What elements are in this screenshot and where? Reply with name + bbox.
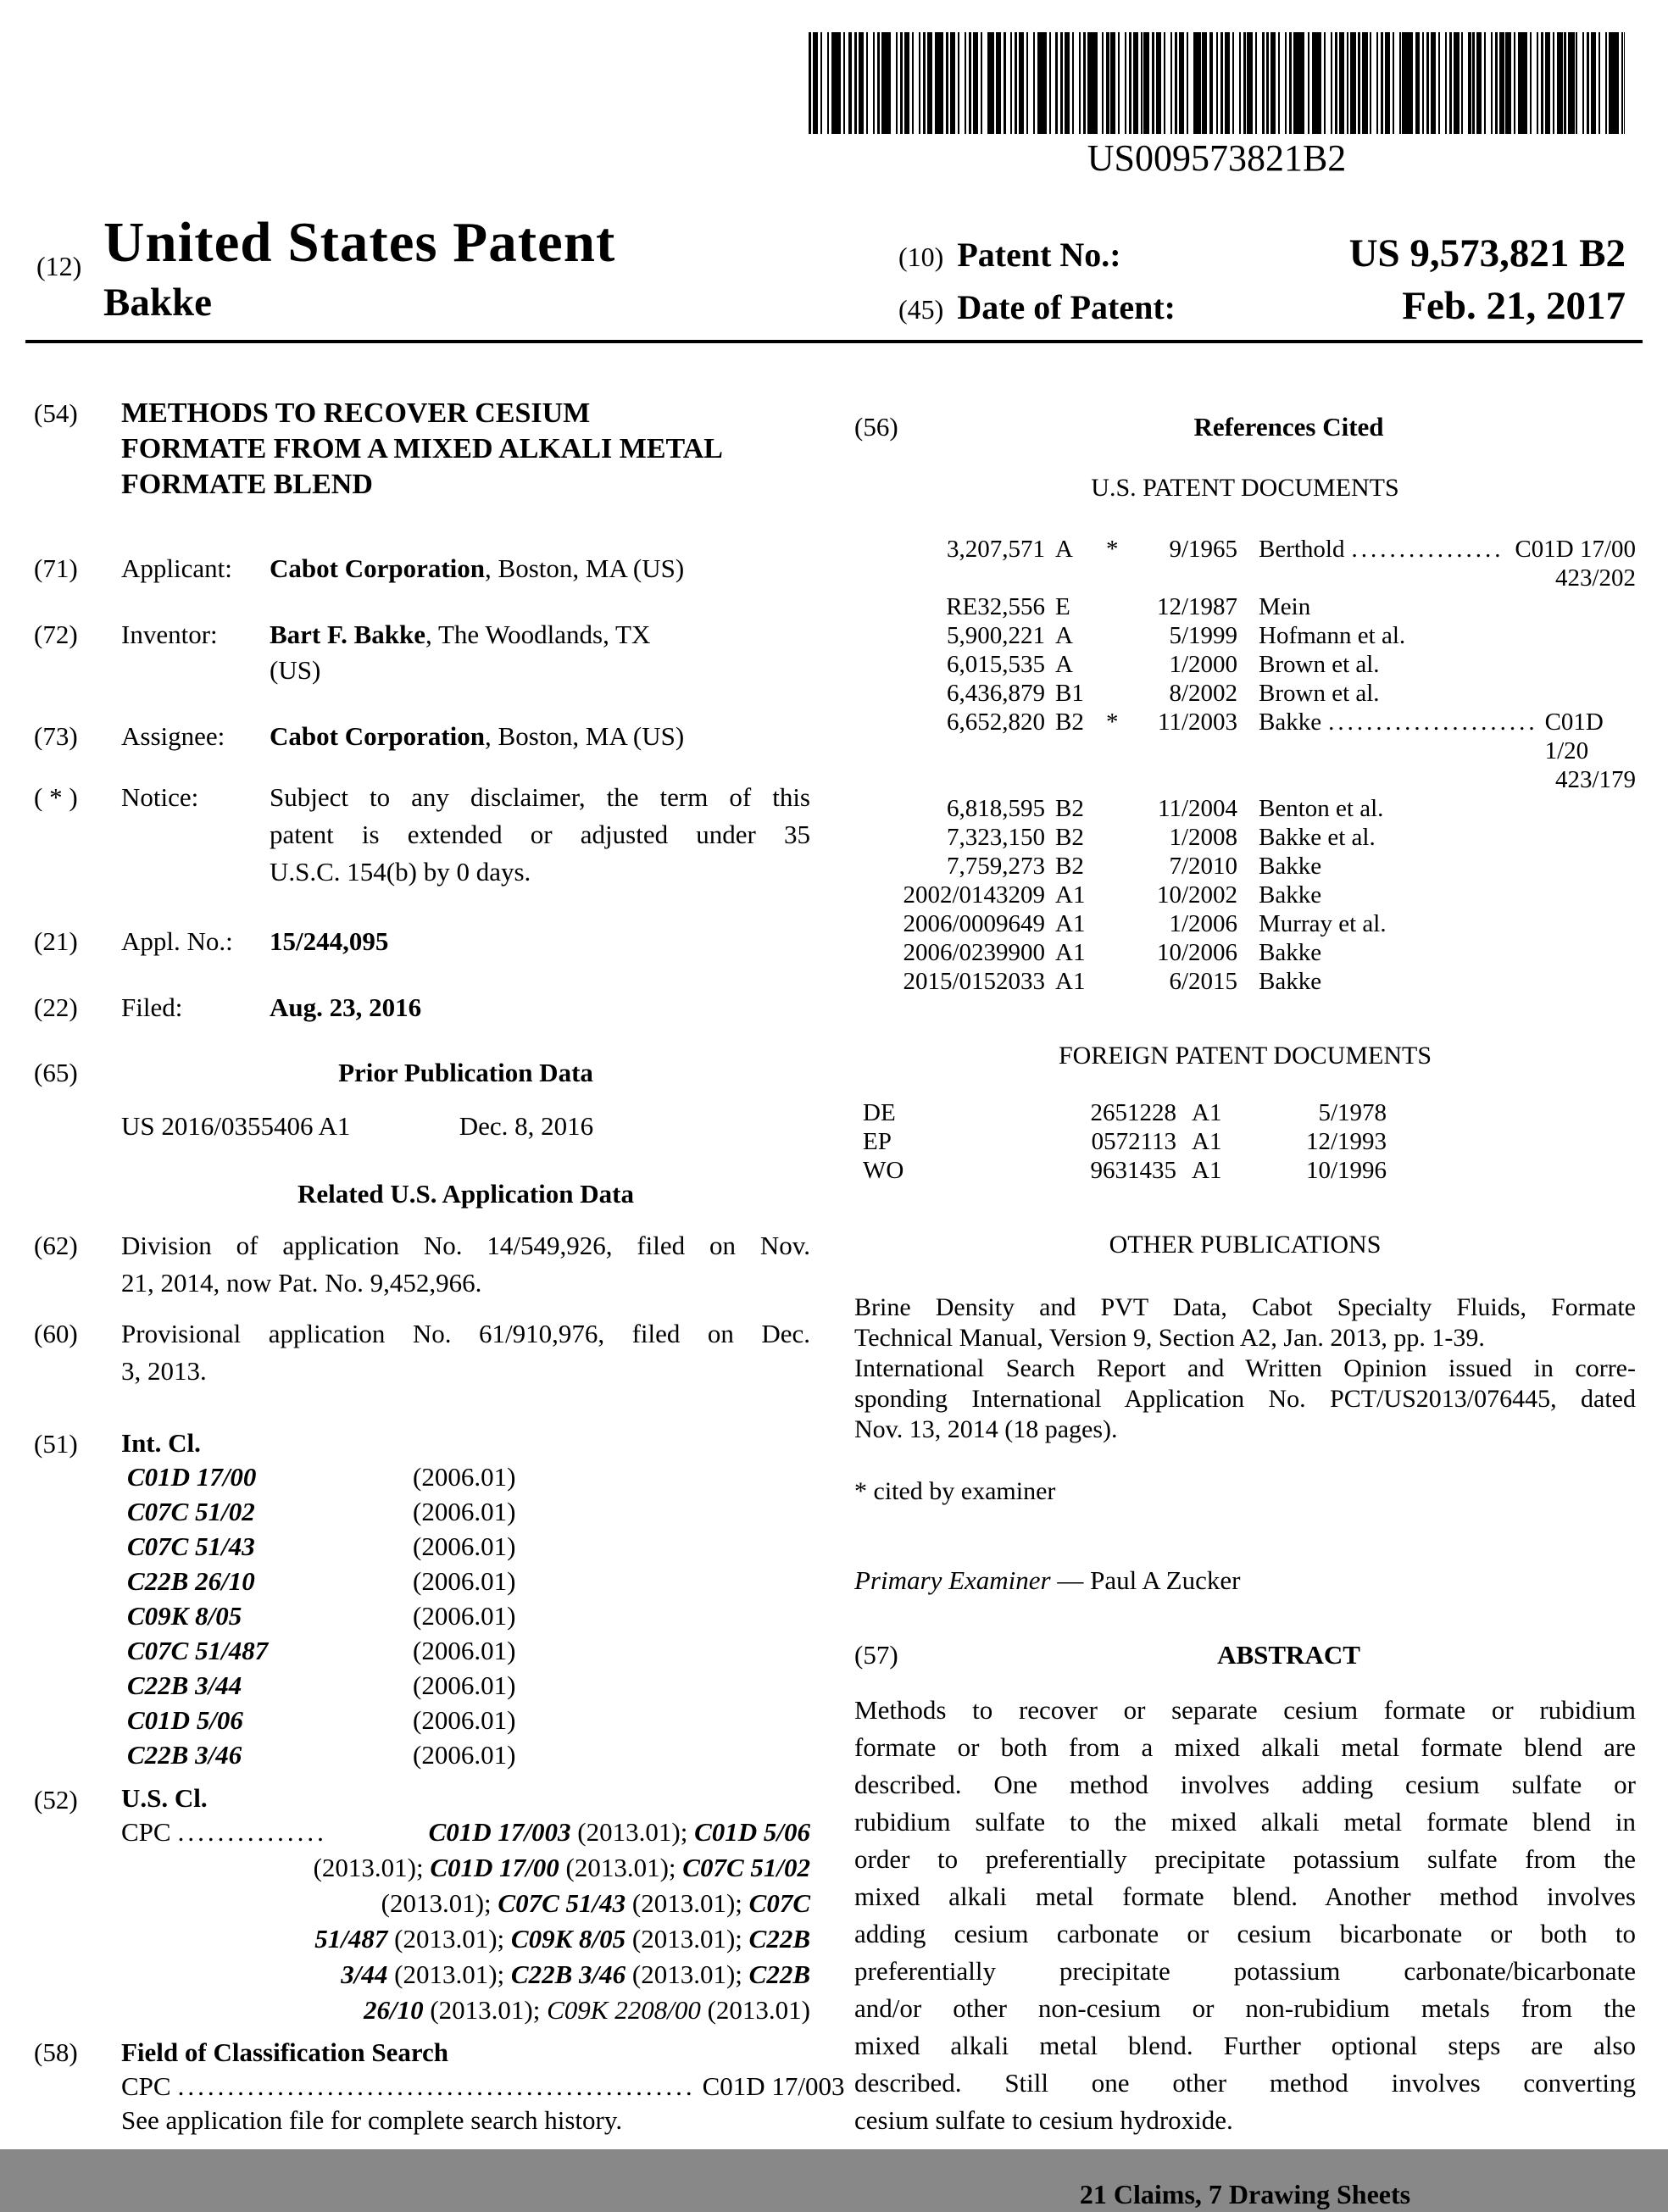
field-of-search-cpc: CPC .................................................... C01D 17/003 — [121, 2070, 810, 2104]
kind-code: B2 — [1055, 795, 1084, 822]
prior-publication-entry — [121, 1109, 810, 1144]
dot-leader: ...................... — [1328, 709, 1538, 736]
int-cl-list — [127, 1459, 810, 1772]
section-number: (72) — [34, 620, 78, 649]
text-line: Methods to recover or separate cesium formate or rubidium — [854, 1695, 1636, 1725]
code-12: (12) — [36, 251, 82, 281]
text-line: Nov. 13, 2014 (18 pages). — [854, 1415, 1118, 1443]
us-patent-row — [854, 621, 1636, 650]
text-line: Division of application No. 14/549,926, filed on Nov. — [121, 1231, 810, 1260]
patent-date-row — [898, 283, 1626, 336]
country-code: WO — [863, 1157, 904, 1184]
examiner-cited-star — [1106, 852, 1136, 881]
us-patent-row — [854, 592, 1636, 621]
int-cl-label: Int. Cl. — [121, 1428, 201, 1458]
text-line: rubidium sulfate to the mixed alkali metal formate blend in — [854, 1807, 1636, 1837]
examiner-cited-star: * — [1106, 709, 1119, 736]
kind-code: A1 — [1055, 910, 1086, 937]
text-line: Technical Manual, Version 9, Section A2, Jan. 2013, pp. 1-39. — [854, 1324, 1485, 1352]
examiner-cited-star — [1106, 650, 1136, 679]
kind-code: A1 — [1055, 881, 1086, 909]
int-cl-row — [127, 1633, 810, 1668]
section-number: (58) — [34, 2037, 78, 2067]
classification: C01D 1/20 — [1544, 709, 1604, 764]
patent-date: 10/2006 — [1156, 939, 1237, 966]
patent-date: 6/2015 — [1169, 968, 1237, 995]
primary-examiner-name: — Paul A Zucker — [1050, 1565, 1241, 1595]
country-code: DE — [863, 1099, 896, 1126]
notice-text — [270, 779, 810, 891]
kind-code: A — [1055, 622, 1073, 649]
document-date: 12/1993 — [1305, 1128, 1387, 1155]
foreign-patent-row — [854, 1156, 1636, 1185]
patentee-name-cell: Brown et al. — [1259, 651, 1380, 678]
assignee-value: Cabot Corporation, Boston, MA (US) — [270, 721, 685, 751]
patent-number: 7,759,273 — [947, 853, 1045, 880]
class-version: (2006.01) — [413, 1670, 516, 1700]
section-54-title — [34, 396, 810, 503]
kind-code: A — [1055, 651, 1073, 678]
class-version: (2006.01) — [413, 1740, 516, 1770]
patentee-name-cell: Brown et al. — [1259, 680, 1380, 707]
text-line: International Search Report and Written Opinion issued in corre- — [854, 1354, 1636, 1382]
first-inventor-surname: Bakke — [103, 281, 212, 325]
kind-code: A1 — [1055, 939, 1086, 966]
class-code: C22B 26/10 — [127, 1566, 255, 1596]
cpc-line: 3/44 (2013.01); C22B 3/46 (2013.01); C22B — [341, 1959, 810, 1989]
section-72-inventor — [34, 617, 810, 688]
text-line: METHODS TO RECOVER CESIUM — [121, 397, 591, 429]
patent-date: 9/1965 — [1169, 536, 1237, 563]
section-56-references — [854, 409, 1636, 445]
foreign-patent-documents-header: FOREIGN PATENT DOCUMENTS — [1058, 1042, 1432, 1070]
us-patent-row — [854, 650, 1636, 679]
inventor-label: Inventor: — [121, 620, 218, 649]
section-number: (52) — [34, 1785, 78, 1815]
filed-label: Filed: — [121, 992, 183, 1022]
us-patent-row — [854, 852, 1636, 881]
text-line: cesium sulfate to cesium hydroxide. — [854, 2105, 1233, 2135]
applicant-label: Applicant: — [121, 553, 232, 583]
notice-label: Notice: — [121, 782, 199, 812]
class-version: (2006.01) — [413, 1462, 516, 1492]
section-62-division — [34, 1227, 810, 1302]
cpc-classification — [121, 1815, 810, 2028]
int-cl-row — [127, 1459, 810, 1494]
class-version: (2006.01) — [413, 1497, 516, 1526]
patentee-name-cell: Bakke — [1259, 939, 1322, 966]
section-71-applicant — [34, 551, 810, 586]
filed-value: Aug. 23, 2016 — [270, 992, 422, 1022]
appl-no-label: Appl. No.: — [121, 926, 233, 956]
patent-date: 1/2000 — [1169, 651, 1237, 678]
patent-number: 2006/0239900 — [903, 939, 1045, 966]
cpc-line: CPC ............... C01D 17/003 (2013.01); C01D 5/06 — [121, 1815, 810, 1850]
class-code: C07C 51/487 — [127, 1636, 269, 1665]
us-patent-documents-table — [854, 535, 1636, 996]
text-line: mixed alkali metal blend. Further optional steps are also — [854, 2031, 1636, 2060]
text-line: adding cesium carbonate or cesium bicarbonate or both to — [854, 1919, 1636, 1948]
claims-drawing-sheets-note: 21 Claims, 7 Drawing Sheets — [1079, 2179, 1411, 2209]
int-cl-row — [127, 1598, 810, 1633]
us-patent-row — [854, 938, 1636, 967]
patentee-name-cell: Murray et al. — [1259, 910, 1387, 937]
patent-number: 2002/0143209 — [903, 881, 1045, 909]
section-65-prior-publication — [34, 1055, 810, 1144]
patent-number-label: Patent No.: — [957, 236, 1121, 274]
cpc-line: 51/487 (2013.01); C09K 8/05 (2013.01); C22B — [314, 1924, 810, 1954]
examiner-cited-star — [1106, 823, 1136, 852]
division-text — [121, 1227, 810, 1302]
text-line: preferentially precipitate potassium carbonate/bicarbonate — [854, 1956, 1636, 1986]
patent-number: 6,015,535 — [947, 651, 1045, 678]
patent-number: 6,436,879 — [947, 680, 1045, 707]
patent-date-value: Feb. 21, 2017 — [1402, 284, 1626, 328]
class-code: C01D 5/06 — [127, 1705, 243, 1735]
appl-no-value: 15/244,095 — [270, 926, 389, 956]
foreign-patent-row — [854, 1098, 1636, 1127]
other-publications — [854, 1292, 1636, 1445]
classification-continuation: 423/202 — [1554, 564, 1636, 592]
int-cl-row — [127, 1564, 810, 1598]
cpc-line: (2013.01); C01D 17/00 (2013.01); C07C 51/02 — [313, 1853, 810, 1882]
patent-date: 11/2004 — [1158, 795, 1237, 822]
section-60-provisional — [34, 1315, 810, 1390]
text-line: 21, 2014, now Pat. No. 9,452,966. — [121, 1268, 482, 1298]
section-notice — [34, 779, 810, 891]
patent-date: 11/2003 — [1158, 709, 1237, 736]
class-code: C07C 51/02 — [127, 1497, 255, 1526]
us-patent-row — [854, 967, 1636, 996]
us-patent-row — [854, 909, 1636, 938]
text-line: Subject to any disclaimer, the term of this — [270, 782, 810, 812]
document-date: 10/1996 — [1305, 1157, 1387, 1184]
kind-code: B2 — [1055, 853, 1084, 880]
patent-date: 10/2002 — [1156, 881, 1237, 909]
publication-date: Dec. 8, 2016 — [459, 1111, 594, 1141]
country-code: EP — [863, 1128, 892, 1155]
kind-code: A1 — [1192, 1099, 1222, 1126]
int-cl-row — [127, 1703, 810, 1737]
kind-code: A — [1055, 536, 1073, 563]
text-line: sponding International Application No. PCT/US2013/076445, dated — [854, 1385, 1636, 1413]
class-code: C01D 17/00 — [127, 1462, 257, 1492]
text-line: order to preferentially precipitate potassium sulfate from the — [854, 1844, 1636, 1874]
header-divider — [25, 340, 1643, 343]
class-version: (2006.01) — [413, 1531, 516, 1561]
right-column — [854, 409, 1636, 2212]
kind-code: B1 — [1055, 680, 1084, 707]
text-line: Provisional application No. 61/910,976, filed on Dec. — [121, 1319, 810, 1348]
section-51-int-cl — [34, 1426, 810, 1772]
patentee-name-cell: Bakke — [1259, 968, 1322, 995]
patentee-name-cell: Mein — [1259, 593, 1311, 620]
patent-number: 3,207,571 — [947, 536, 1045, 563]
patentee-name-cell: Bakke et al. — [1259, 824, 1376, 851]
barcode-number: US009573821B2 — [1087, 137, 1347, 179]
section-number: ( * ) — [34, 782, 78, 812]
text-line: patent is extended or adjusted under 35 — [270, 820, 810, 849]
primary-examiner-line — [854, 1563, 1636, 1598]
int-cl-row — [127, 1494, 810, 1529]
dot-leader: .................................................... — [177, 2071, 696, 2101]
patent-number: 6,652,820 — [947, 709, 1045, 736]
dot-leader: ............... — [177, 1817, 327, 1847]
section-number: (21) — [34, 926, 78, 956]
publication-reference — [854, 1292, 1636, 1353]
applicant-value: Cabot Corporation, Boston, MA (US) — [270, 553, 685, 583]
document-number: 0572113 — [1091, 1128, 1176, 1155]
patent-number-row — [898, 231, 1626, 283]
patent-date: 5/1999 — [1169, 622, 1237, 649]
patent-date: 12/1987 — [1156, 593, 1237, 620]
patent-date: 8/2002 — [1169, 680, 1237, 707]
section-number: (60) — [34, 1319, 78, 1348]
examiner-cited-star — [1106, 909, 1136, 938]
patent-number: 2015/0152033 — [903, 968, 1045, 995]
kind-code: A1 — [1055, 968, 1086, 995]
section-number: (65) — [34, 1058, 78, 1087]
text-line: FORMATE FROM A MIXED ALKALI METAL — [121, 433, 723, 464]
invention-title — [121, 396, 810, 503]
header-right — [898, 231, 1626, 336]
examiner-cited-star — [1106, 881, 1136, 909]
section-number: (56) — [854, 412, 898, 442]
barcode — [809, 32, 1625, 180]
class-code: C22B 3/44 — [127, 1670, 242, 1700]
page-title: United States Patent — [103, 211, 616, 274]
dot-leader: ................ — [1351, 536, 1504, 563]
code-10: (10) — [898, 242, 944, 272]
publication-number: US 2016/0355406 A1 — [121, 1111, 351, 1141]
class-code: C07C 51/43 — [127, 1531, 255, 1561]
us-patent-row — [854, 794, 1636, 823]
abstract-text — [854, 1692, 1636, 2139]
patent-number: 7,323,150 — [947, 824, 1045, 851]
patent-number: 6,818,595 — [947, 795, 1045, 822]
class-code: C09K 8/05 — [127, 1601, 242, 1631]
class-code: C22B 3/46 — [127, 1740, 242, 1770]
provisional-text — [121, 1315, 810, 1390]
patent-date: 1/2006 — [1169, 910, 1237, 937]
int-cl-row — [127, 1668, 810, 1703]
kind-code: B2 — [1055, 824, 1084, 851]
examiner-cited-star — [1106, 967, 1136, 996]
inventor-value: Bart F. Bakke, The Woodlands, TX (US) — [270, 620, 651, 685]
references-cited-header: References Cited — [1193, 412, 1384, 442]
us-patent-row — [854, 535, 1636, 564]
us-patent-row — [854, 823, 1636, 852]
kind-code: B2 — [1055, 709, 1084, 736]
publication-reference — [854, 1353, 1636, 1445]
code-45: (45) — [898, 294, 944, 325]
patent-date: 7/2010 — [1169, 853, 1237, 880]
assignee-label: Assignee: — [121, 721, 225, 751]
kind-code: A1 — [1192, 1157, 1222, 1184]
section-22-filed — [34, 990, 810, 1025]
us-patent-row — [854, 881, 1636, 909]
section-number: (71) — [34, 553, 78, 583]
field-of-search-note: See application file for complete search history. — [121, 2105, 623, 2135]
section-number: (51) — [34, 1429, 78, 1459]
int-cl-row — [127, 1529, 810, 1564]
section-number: (57) — [854, 1640, 898, 1670]
class-version: (2006.01) — [413, 1601, 516, 1631]
document-date: 5/1978 — [1318, 1099, 1387, 1126]
patentee-name-cell: Hofmann et al. — [1259, 622, 1406, 649]
text-line: described. One method involves adding cesium sulfate or — [854, 1770, 1636, 1799]
section-73-assignee — [34, 719, 810, 754]
class-version: (2006.01) — [413, 1566, 516, 1596]
classification-continuation: 423/179 — [1554, 766, 1636, 793]
section-52-us-cl — [34, 1782, 810, 2028]
barcode-bars — [809, 32, 1625, 134]
cpc-line: (2013.01); C07C 51/43 (2013.01); C07C — [381, 1888, 810, 1918]
primary-examiner-label: Primary Examiner — [854, 1565, 1051, 1595]
section-58-field-of-search — [34, 2036, 845, 2137]
kind-code: A1 — [1192, 1128, 1222, 1155]
foreign-patent-row — [854, 1127, 1636, 1156]
other-publications-header: OTHER PUBLICATIONS — [1109, 1231, 1382, 1259]
document-number: 2651228 — [1090, 1099, 1176, 1126]
patent-number: 2006/0009649 — [903, 910, 1045, 937]
patentee-name-cell: Bakke ...................... C01D 1/20 — [1237, 708, 1636, 765]
abstract-header: ABSTRACT — [1217, 1640, 1360, 1670]
section-number: (73) — [34, 721, 78, 751]
section-number: (22) — [34, 992, 78, 1022]
patentee-name-cell: Berthold ................ C01D 17/00 — [1259, 536, 1636, 563]
patent-number-value: US 9,573,821 B2 — [1348, 231, 1626, 275]
left-column — [34, 396, 845, 2137]
patent-date: 1/2008 — [1169, 824, 1237, 851]
us-cl-label: U.S. Cl. — [121, 1783, 208, 1813]
examiner-cited-star — [1106, 938, 1136, 967]
prior-publication-header: Prior Publication Data — [338, 1058, 593, 1087]
examiner-cited-star — [1106, 621, 1136, 650]
foreign-patent-documents-table — [854, 1098, 1636, 1185]
text-line: formate or both from a mixed alkali metal formate blend are — [854, 1732, 1636, 1762]
us-patent-documents-header: U.S. PATENT DOCUMENTS — [1091, 474, 1399, 502]
text-line: mixed alkali metal formate blend. Another method involves — [854, 1881, 1636, 1911]
class-version: (2006.01) — [413, 1705, 516, 1735]
field-of-search-label: Field of Classification Search — [121, 2037, 449, 2067]
int-cl-row — [127, 1737, 810, 1772]
text-line: U.S.C. 154(b) by 0 days. — [270, 857, 531, 886]
text-line: 3, 2013. — [121, 1356, 207, 1386]
related-app-data-header: Related U.S. Application Data — [297, 1179, 634, 1209]
examiner-cited-star — [1106, 592, 1136, 621]
examiner-cited-star — [1106, 794, 1136, 823]
cpc-line: 26/10 (2013.01); C09K 2208/00 (2013.01) — [363, 1995, 810, 2025]
text-line: Brine Density and PVT Data, Cabot Specialty Fluids, Formate — [854, 1293, 1636, 1321]
examiner-cited-star — [1106, 679, 1136, 708]
section-number: (54) — [34, 398, 78, 428]
class-version: (2006.01) — [413, 1636, 516, 1665]
text-line: and/or other non-cesium or non-rubidium metals from the — [854, 1993, 1636, 2023]
cited-by-examiner-note: * cited by examiner — [854, 1477, 1056, 1505]
section-57-abstract — [854, 1637, 1636, 1673]
patentee-name-cell: Benton et al. — [1259, 795, 1384, 822]
text-line: described. Still one other method involves converting — [854, 2068, 1636, 2098]
kind-code: E — [1055, 593, 1070, 620]
text-line: FORMATE BLEND — [121, 469, 373, 500]
section-21-appl-no — [34, 924, 810, 959]
examiner-cited-star: * — [1106, 536, 1119, 563]
patentee-name-cell: Bakke — [1259, 881, 1322, 909]
patentee-name-cell: Bakke — [1259, 853, 1322, 880]
patent-number: RE32,556 — [946, 593, 1045, 620]
document-number: 9631435 — [1090, 1157, 1176, 1184]
patent-number: 5,900,221 — [947, 622, 1045, 649]
patent-date-label: Date of Patent: — [957, 288, 1176, 326]
us-patent-row — [854, 679, 1636, 708]
classification: C01D 17/00 — [1515, 536, 1636, 563]
us-patent-row — [854, 708, 1636, 765]
section-number: (62) — [34, 1231, 78, 1260]
